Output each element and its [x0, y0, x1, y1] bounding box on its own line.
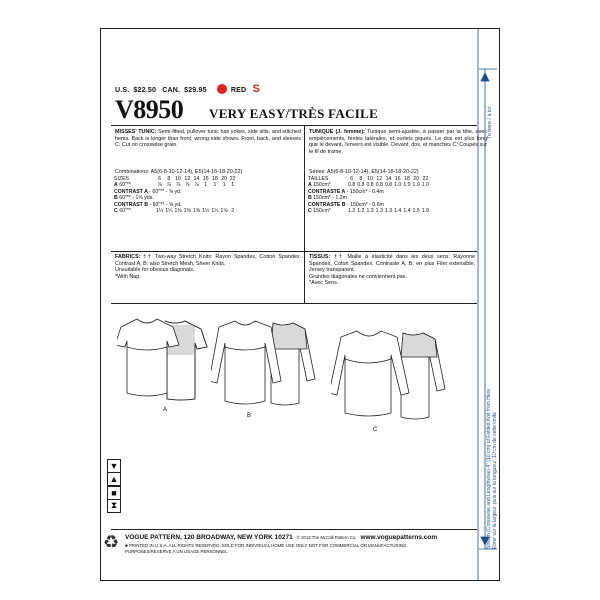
size-cell: 6	[158, 176, 162, 182]
value-cell: 2	[231, 208, 235, 215]
value-cell: 1.0	[421, 182, 429, 189]
unsuitable-note: Unsuitable for obvious diagonals.	[115, 267, 195, 274]
footer-publisher-line	[125, 534, 437, 541]
value-cell: ⅞	[185, 182, 190, 189]
view-b-label: B	[247, 413, 252, 419]
value-cell: 1.2	[357, 208, 365, 215]
value-cell: 1⅜	[174, 208, 182, 215]
size-cell: 22	[229, 176, 236, 182]
value-cell: 1.0	[412, 182, 420, 189]
purposes-notice: PURPOSES/RESERVE A UN USAGE PERSONNEL	[125, 549, 228, 554]
view-a-illustration	[117, 315, 217, 413]
sizes-label: TAILLES	[308, 176, 329, 182]
row-label: C 60"**	[114, 208, 131, 215]
french-description-text: Tunique semi-ajustée, à passer par la tête, avec empiècements, fentes latérales, et ourlets piqués. Le dos est plus long que le devant, l'envers est visible. Devant, dos, et manches C: Coupés sur le fil de trame.	[309, 129, 487, 155]
value-cell: 1	[231, 182, 235, 189]
value-cell: 1.0	[394, 182, 402, 189]
printed-notice: PRINTED IN U.S.A. ALL RIGHTS RESERVED. SOLD FOR INDIVIDUAL HOME USE ONLY NOT FOR COMMERCIAL OR MANUFACTURING	[128, 543, 407, 548]
us-price-label: U.S.	[115, 87, 130, 94]
view-c-illustration	[331, 327, 451, 433]
view-b-illustration	[211, 319, 321, 419]
nap-note-fr: *Avec Sens.	[309, 280, 339, 287]
size-cell: 8	[167, 176, 171, 182]
value-cell: 1	[204, 182, 208, 189]
value-cell: 1.2	[348, 208, 356, 215]
value-cell: 1.3	[375, 208, 383, 215]
view-a-label: A	[163, 407, 168, 413]
stretch-note-en: Stretch (Crosswise and Lengthwise) 4" (10 cm) of Folded Knit from Here	[486, 388, 492, 549]
table-row	[113, 208, 237, 214]
size-cell: 18	[404, 176, 410, 182]
square-bullet-icon: ■	[125, 543, 129, 548]
sizes-label: SIZES	[114, 176, 129, 182]
column-divider	[304, 125, 305, 303]
hourglass-icon: ⧗	[107, 499, 121, 513]
row-label: B 150cm* - 1.2m	[308, 195, 347, 202]
us-price: $22.50	[133, 87, 157, 94]
stretch-note-fr: Étirer sur la largeur, puis sur la longueur, 10 cm de cette limite	[492, 411, 498, 549]
fabrics-title: FABRICS:	[115, 254, 141, 260]
value-cell: 1.9	[421, 208, 429, 215]
header-rule	[111, 125, 477, 126]
english-combinations: Combinations: A5(6-8-10-12-14), E5(14-16-18-20-22)	[115, 169, 243, 175]
fabrics-text: †† Two-way Stretch Knits: Rayon Spandex, Cotton Spandex. Contrast A, B: also Stretch Mesh, Sheer Knits.	[115, 254, 302, 267]
tissus-title: TISSUS:	[309, 254, 331, 260]
row-label: A 150cm*	[308, 182, 331, 189]
value-cell: 0.8	[366, 182, 374, 189]
symbol-legend	[107, 459, 121, 512]
french-title: TUNIQUE (J. femme):	[309, 129, 365, 135]
table-row	[307, 208, 430, 214]
value-cell: 1.3	[384, 208, 393, 215]
publisher: VOGUE PATTERN, 120 BROADWAY, NEW YORK 10271	[125, 534, 293, 541]
english-fabrics	[115, 254, 301, 280]
value-cell: 1⅜	[183, 208, 191, 215]
illustration-rule	[111, 303, 477, 304]
red-label: RED	[230, 87, 247, 94]
row-label: A 60"**	[114, 182, 131, 189]
french-metrage-table	[307, 176, 430, 214]
red-size: S	[252, 83, 260, 95]
value-cell: 1.4	[394, 208, 402, 215]
value-cell: ⅞	[175, 182, 181, 189]
can-price: $29.95	[184, 87, 207, 94]
english-description	[115, 129, 301, 149]
value-cell: 0.8	[384, 182, 393, 189]
price-line	[115, 83, 264, 95]
value-cell: 1.0	[403, 182, 411, 189]
french-series: Séries: A5(6-8-10-12-14), E5(14-16-18-20-22)	[309, 169, 419, 175]
website: www.voguepatterns.com	[360, 534, 438, 541]
recycle-icon: ♻	[103, 532, 120, 552]
size-cell: 10	[175, 176, 181, 182]
value-cell: 1¼	[165, 208, 173, 215]
value-cell: 0.8	[348, 182, 356, 189]
nap-note: *With Nap.	[115, 273, 141, 280]
pattern-envelope-back	[100, 28, 500, 581]
size-cell: 16	[394, 176, 401, 182]
row-label: CONTRAST B - 60"** - ⅝ yd.	[114, 201, 182, 208]
english-description-text: Semi-fitted, pullover tunic has yokes, side slits, and stitched hems. Back is longer than front, wrong side shows. Front, back, and sleeves C: Cut on crosswise grain.	[115, 129, 301, 149]
stretch-gauge-strip	[477, 29, 499, 580]
red-dot-icon	[217, 84, 227, 94]
value-cell: ⅞	[194, 182, 199, 189]
value-cell: 1¼	[156, 208, 164, 215]
size-cell: 16	[202, 176, 209, 182]
can-price-label: CAN.	[162, 87, 181, 94]
square-icon: ■	[107, 486, 121, 500]
size-cell: 22	[422, 176, 429, 182]
size-cell: 14	[385, 176, 392, 182]
value-cell: ⅞	[166, 182, 171, 189]
difficulty-label: VERY EASY/TRÈS FACILE	[209, 106, 379, 121]
triangle-down-icon: ▼	[107, 459, 121, 473]
unsuitable-note-fr: Grandes diagonales ne conviennent pas.	[309, 273, 408, 280]
size-cell: 14	[193, 176, 200, 182]
triangle-up-icon: ▲	[107, 472, 121, 486]
french-fabrics	[309, 254, 475, 287]
size-cell: 20	[413, 176, 420, 182]
value-cell: 1⅜	[192, 208, 201, 215]
size-cell: 18	[212, 176, 218, 182]
tissus-text: †† Maille à élasticité dans les deux sens: Rayonne Spandex, Coton Spandex. Contraste A, B: en plus Filet extensible, Jersey transparent.	[309, 254, 475, 274]
value-cell: 1.4	[403, 208, 411, 215]
french-description	[309, 129, 487, 155]
row-label: CONTRASTE B - 150cm* - 0.6m	[308, 201, 384, 208]
tissus-rule	[304, 251, 477, 252]
copyright: © 2013 The McCall Pattern Co.	[296, 535, 357, 540]
size-cell: 10	[367, 176, 373, 182]
fabrics-rule	[111, 251, 304, 252]
value-cell: 1.3	[366, 208, 374, 215]
value-cell: 0.8	[375, 182, 383, 189]
size-cell: 12	[184, 176, 191, 182]
english-title: MISSES' TUNIC:	[115, 129, 157, 135]
value-cell: 1	[222, 182, 226, 189]
row-label: B 60"** - 1⅛ yds.	[114, 195, 154, 202]
value-cell: ⅞	[157, 182, 162, 189]
row-label: C 150cm*	[308, 208, 331, 215]
row-label: CONTRASTE A - 150cm* - 0.4m	[308, 188, 384, 195]
pattern-number: V8950	[115, 95, 184, 124]
value-cell: 1½	[211, 208, 219, 215]
value-cell: 1	[213, 182, 217, 189]
value-cell: 1⅝	[220, 208, 228, 215]
size-cell: 8	[359, 176, 363, 182]
footer-fine-print	[125, 543, 406, 555]
value-cell: 1½	[202, 208, 210, 215]
view-c-label: C	[373, 427, 378, 433]
size-cell: 6	[350, 176, 354, 182]
row-label: CONTRAST A - 60"** - ⅜ yd.	[114, 188, 182, 195]
value-cell: 0.8	[357, 182, 365, 189]
size-cell: 12	[376, 176, 383, 182]
footer-rule	[111, 529, 477, 530]
size-cell: 20	[221, 176, 228, 182]
value-cell: 1.5	[412, 208, 420, 215]
to-here-note: To here / à ici	[487, 106, 493, 139]
english-yardage-table	[113, 176, 237, 214]
